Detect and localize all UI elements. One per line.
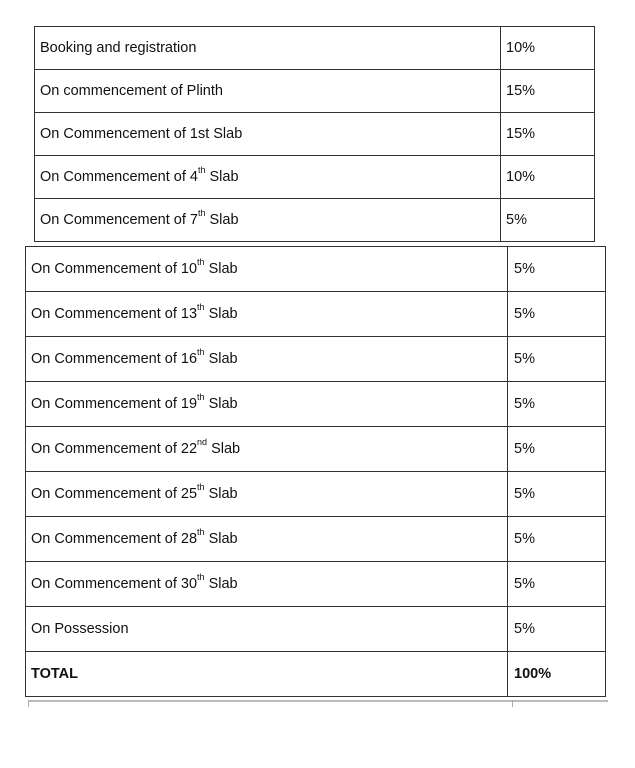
percent-cell: 5% <box>508 292 606 337</box>
stage-cell: On Commencement of 19th Slab <box>26 382 508 427</box>
stage-cell: On Commencement of 25th Slab <box>26 472 508 517</box>
table-row <box>35 27 595 70</box>
percent-cell: 5% <box>508 247 606 292</box>
table-row <box>35 113 595 156</box>
table-row <box>26 472 606 517</box>
percent-cell: 5% <box>508 607 606 652</box>
table-row <box>26 427 606 472</box>
page-footer-divider <box>28 700 608 702</box>
stage-cell: On Commencement of 4th Slab <box>35 156 501 199</box>
table-row <box>26 562 606 607</box>
table-row <box>26 337 606 382</box>
stage-cell: On Commencement of 22nd Slab <box>26 427 508 472</box>
stage-cell: On Commencement of 7th Slab <box>35 199 501 242</box>
percent-cell: 5% <box>508 562 606 607</box>
table-row <box>26 292 606 337</box>
stage-cell: On Commencement of 10th Slab <box>26 247 508 292</box>
divider-tick <box>512 700 513 707</box>
divider-tick <box>28 700 29 707</box>
stage-cell: Booking and registration <box>35 27 501 70</box>
payment-schedule-table-top <box>34 26 595 242</box>
table-row <box>26 247 606 292</box>
table-row <box>26 517 606 562</box>
percent-cell: 5% <box>508 427 606 472</box>
percent-cell: 5% <box>508 337 606 382</box>
table-row <box>26 607 606 652</box>
payment-schedule-table-bottom <box>25 246 606 697</box>
stage-cell: On Commencement of 16th Slab <box>26 337 508 382</box>
stage-cell: On Commencement of 30th Slab <box>26 562 508 607</box>
percent-cell: 5% <box>508 517 606 562</box>
percent-cell: 10% <box>501 27 595 70</box>
percent-cell: 5% <box>501 199 595 242</box>
table-row <box>35 156 595 199</box>
stage-cell: On Commencement of 28th Slab <box>26 517 508 562</box>
table-row <box>35 70 595 113</box>
percent-cell: 5% <box>508 472 606 517</box>
total-percent: 100% <box>508 652 606 697</box>
total-label: TOTAL <box>26 652 508 697</box>
stage-cell: On Commencement of 13th Slab <box>26 292 508 337</box>
percent-cell: 5% <box>508 382 606 427</box>
percent-cell: 15% <box>501 70 595 113</box>
stage-cell: On Possession <box>26 607 508 652</box>
total-row <box>26 652 606 697</box>
percent-cell: 10% <box>501 156 595 199</box>
percent-cell: 15% <box>501 113 595 156</box>
table-row <box>35 199 595 242</box>
stage-cell: On Commencement of 1st Slab <box>35 113 501 156</box>
stage-cell: On commencement of Plinth <box>35 70 501 113</box>
table-row <box>26 382 606 427</box>
